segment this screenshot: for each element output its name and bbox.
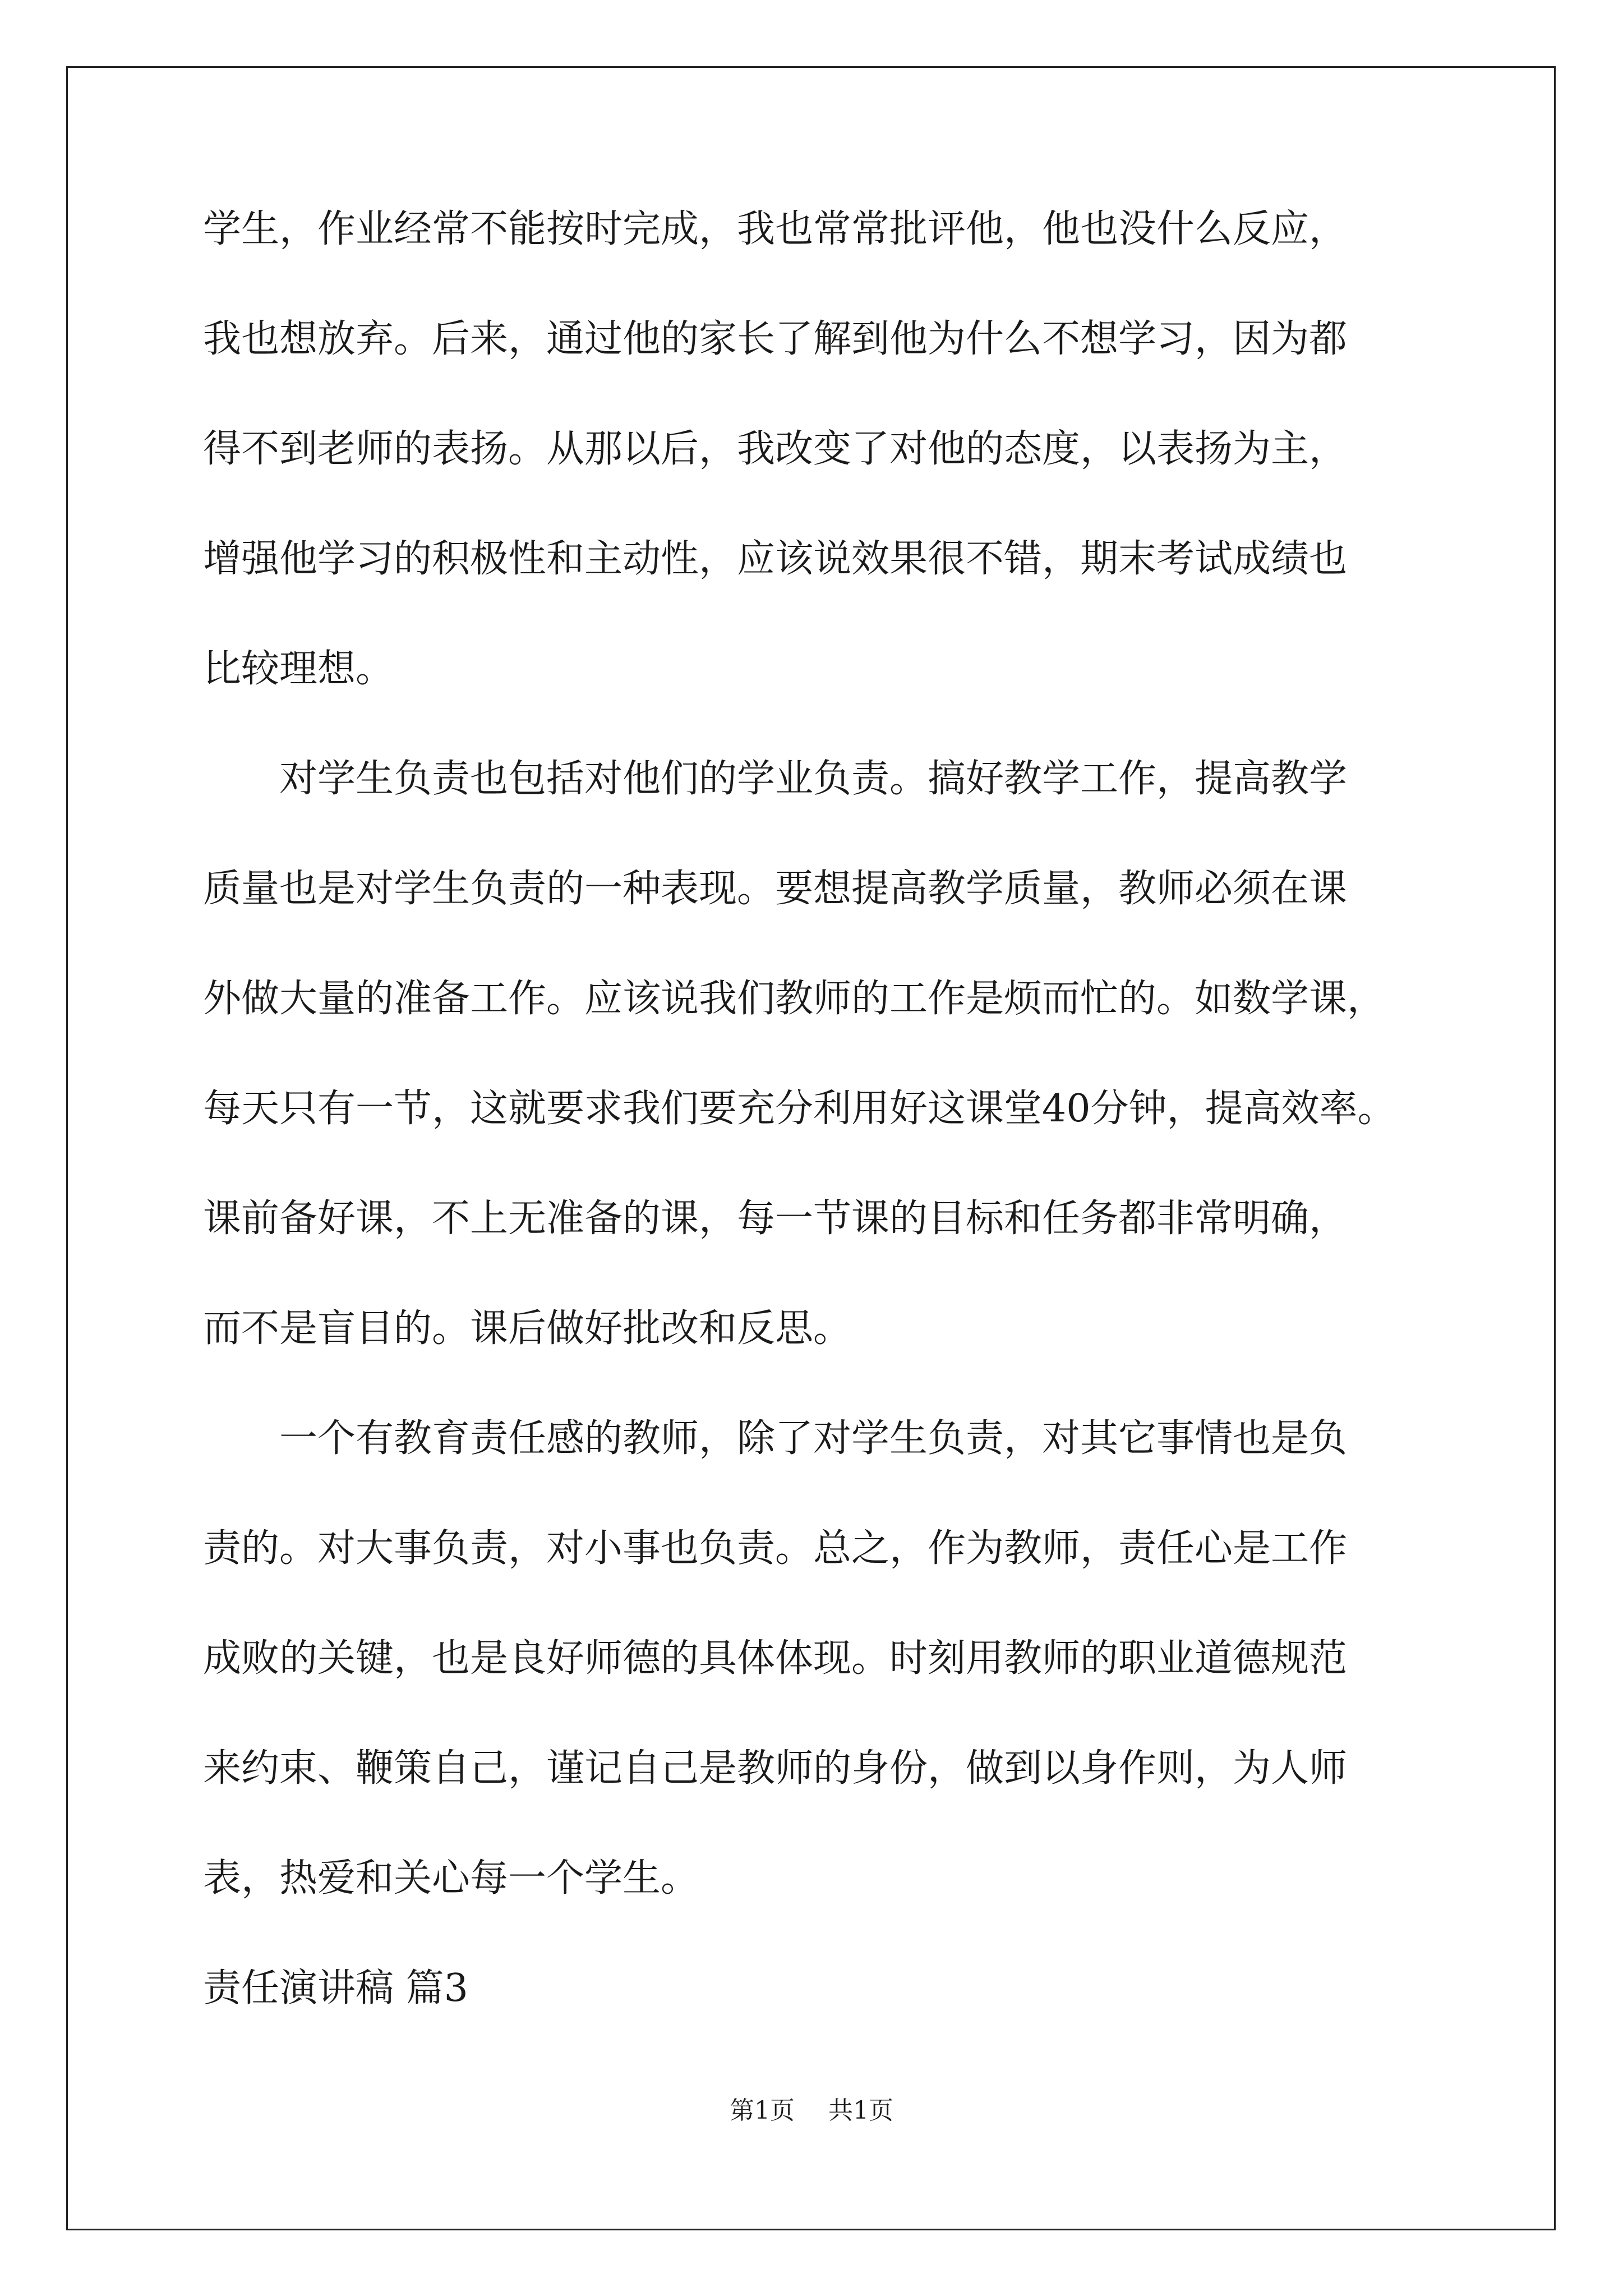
section-heading: 责任演讲稿 篇3 bbox=[203, 1966, 468, 2010]
text-line: 责的。对大事负责，对小事也负责。总之，作为教师，责任心是工作 bbox=[203, 1526, 1348, 1571]
text-line: 每天只有一节，这就要求我们要充分利用好这课堂40分钟，提高效率。 bbox=[203, 1087, 1396, 1131]
text-line: 一个有教育责任感的教师，除了对学生负责，对其它事情也是负 bbox=[203, 1416, 1348, 1461]
text-line: 外做大量的准备工作。应该说我们教师的工作是烦而忙的。如数学课， bbox=[203, 977, 1386, 1021]
text-line: 得不到老师的表扬。从那以后，我改变了对他的态度，以表扬为主， bbox=[203, 427, 1348, 471]
text-line: 课前备好课，不上无准备的课，每一节课的目标和任务都非常明确， bbox=[203, 1197, 1348, 1241]
page-footer bbox=[0, 2096, 1623, 2125]
document-body bbox=[203, 207, 1437, 2079]
text-line: 增强他学习的积极性和主动性，应该说效果很不错，期末考试成绩也 bbox=[203, 537, 1348, 581]
text-line: 来约束、鞭策自己，谨记自己是教师的身份，做到以身作则，为人师 bbox=[203, 1746, 1348, 1791]
text-line: 学生，作业经常不能按时完成，我也常常批评他，他也没什么反应， bbox=[203, 207, 1348, 251]
text-line: 对学生负责也包括对他们的学业负责。搞好教学工作，提高教学 bbox=[203, 757, 1348, 801]
text-line: 表，热爱和关心每一个学生。 bbox=[203, 1856, 699, 1901]
page-total: 共1页 bbox=[828, 2096, 893, 2125]
text-line: 我也想放弃。后来，通过他的家长了解到他为什么不想学习，因为都 bbox=[203, 317, 1348, 361]
text-line: 而不是盲目的。课后做好批改和反思。 bbox=[203, 1306, 852, 1351]
text-line: 比较理想。 bbox=[203, 647, 394, 691]
text-line: 成败的关键，也是良好师德的具体体现。时刻用教师的职业道德规范 bbox=[203, 1636, 1348, 1681]
text-line: 质量也是对学生负责的一种表现。要想提高教学质量，教师必须在课 bbox=[203, 867, 1348, 911]
page-number: 第1页 bbox=[730, 2096, 795, 2125]
